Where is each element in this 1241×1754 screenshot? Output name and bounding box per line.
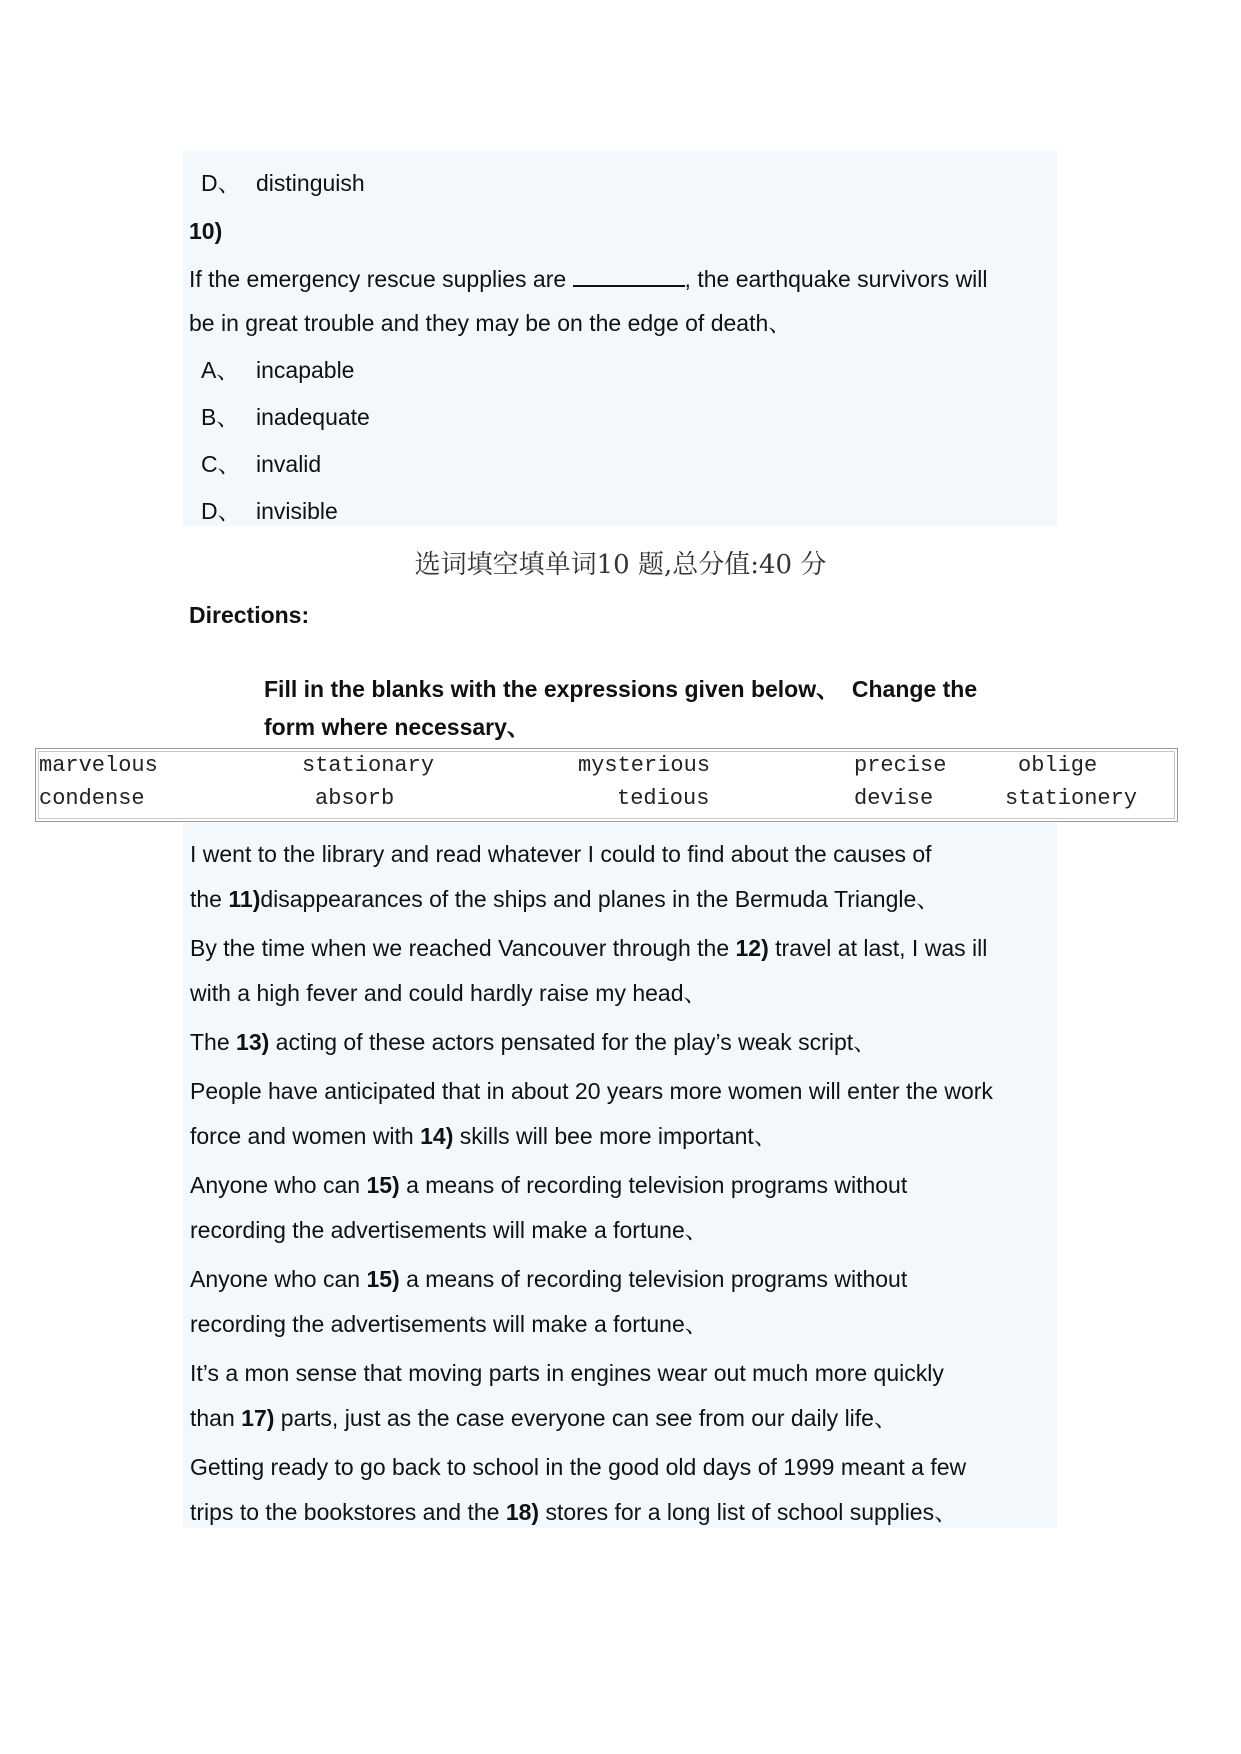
word-bank (35, 748, 1178, 822)
sentence-line: with a high fever and could hardly raise my head、 (190, 980, 707, 1006)
sentence-line: It’s a mon sense that moving parts in engines wear out much more quickly (190, 1360, 944, 1386)
option-d-q9 (201, 170, 365, 196)
stem-text: , the earthquake survivors will (684, 266, 988, 292)
word-bank-item: condense (39, 786, 145, 811)
sentence-line: force and women with 14) skills will bee more important、 (190, 1123, 777, 1149)
sentence-15-repeat (190, 1257, 1070, 1347)
word-bank-item: devise (854, 786, 934, 811)
blank-number: 17) (241, 1405, 275, 1431)
blank-number: 12) (735, 935, 769, 961)
blank-number: 18) (505, 1499, 540, 1525)
question-10-stem-line2: be in great trouble and they may be on the edge of death、 (189, 310, 792, 336)
word-bank-item: stationary (302, 753, 435, 778)
stem-text: If the emergency rescue supplies are (189, 266, 573, 292)
option-letter: D、 (201, 498, 241, 524)
word-bank-item: mysterious (578, 753, 711, 778)
sentence-line: the 11)disappearances of the ships and planes in the Bermuda Triangle、 (190, 886, 940, 912)
sentence-line: By the time when we reached Vancouver through the 12) travel at last, I was ill (190, 935, 988, 961)
word-bank-item: tedious (617, 786, 710, 811)
option-d (201, 498, 338, 524)
sentence-18 (190, 1445, 1070, 1535)
sentence-13 (190, 1020, 1070, 1065)
section-title: 选词填空填单词10 题,总分值:40 分 (414, 550, 827, 580)
question-number-10: 10) (189, 218, 223, 244)
word-bank-item: oblige (1018, 753, 1098, 778)
question-10-stem-line1 (189, 265, 988, 292)
option-letter: C、 (201, 451, 241, 477)
sentence-12 (190, 926, 1070, 1016)
answer-blank (573, 265, 685, 287)
blank-number: 15) (366, 1266, 400, 1292)
directions-label: Directions: (189, 602, 310, 628)
sentence-11 (190, 832, 1070, 922)
sentence-line: trips to the bookstores and the 18) stores for a long list of school supplies、 (190, 1499, 958, 1525)
sentence-line: The 13) acting of these actors pensated for the play’s weak script、 (190, 1029, 877, 1055)
option-c (201, 451, 321, 477)
sentence-line: than 17) parts, just as the case everyone can see from our daily life、 (190, 1405, 897, 1431)
word-bank-item: precise (854, 753, 947, 778)
option-text: invalid (256, 451, 322, 477)
sentence-15 (190, 1163, 1070, 1253)
option-letter: D、 (201, 170, 241, 196)
option-text: inadequate (256, 404, 370, 430)
word-bank-item: stationery (1005, 786, 1138, 811)
option-b (201, 404, 370, 430)
sentence-line: recording the advertisements will make a fortune、 (190, 1311, 708, 1337)
sentence-line: People have anticipated that in about 20 years more women will enter the work (190, 1078, 993, 1104)
option-text: distinguish (256, 170, 365, 196)
option-text: incapable (256, 357, 355, 383)
word-bank-item: absorb (315, 786, 395, 811)
sentence-line: Anyone who can 15) a means of recording television programs without (190, 1266, 908, 1292)
sentence-line: I went to the library and read whatever I could to find about the causes of (190, 841, 932, 867)
sentence-14 (190, 1069, 1070, 1159)
option-letter: B、 (201, 404, 240, 430)
word-bank-item: marvelous (39, 753, 158, 778)
sentence-17 (190, 1351, 1070, 1441)
directions-line1: Fill in the blanks with the expressions given below、 Change the (264, 676, 978, 702)
blank-number: 13) (236, 1029, 270, 1055)
option-a (201, 357, 354, 383)
sentence-line: Anyone who can 15) a means of recording television programs without (190, 1172, 908, 1198)
sentence-line: recording the advertisements will make a fortune、 (190, 1217, 708, 1243)
blank-number: 15) (366, 1172, 400, 1198)
option-letter: A、 (201, 357, 240, 383)
sentence-line: Getting ready to go back to school in the good old days of 1999 meant a few (190, 1454, 967, 1480)
option-text: invisible (256, 498, 338, 524)
blank-number: 11) (228, 886, 261, 912)
blank-number: 14) (420, 1123, 454, 1149)
directions-line2: form where necessary、 (264, 714, 530, 740)
